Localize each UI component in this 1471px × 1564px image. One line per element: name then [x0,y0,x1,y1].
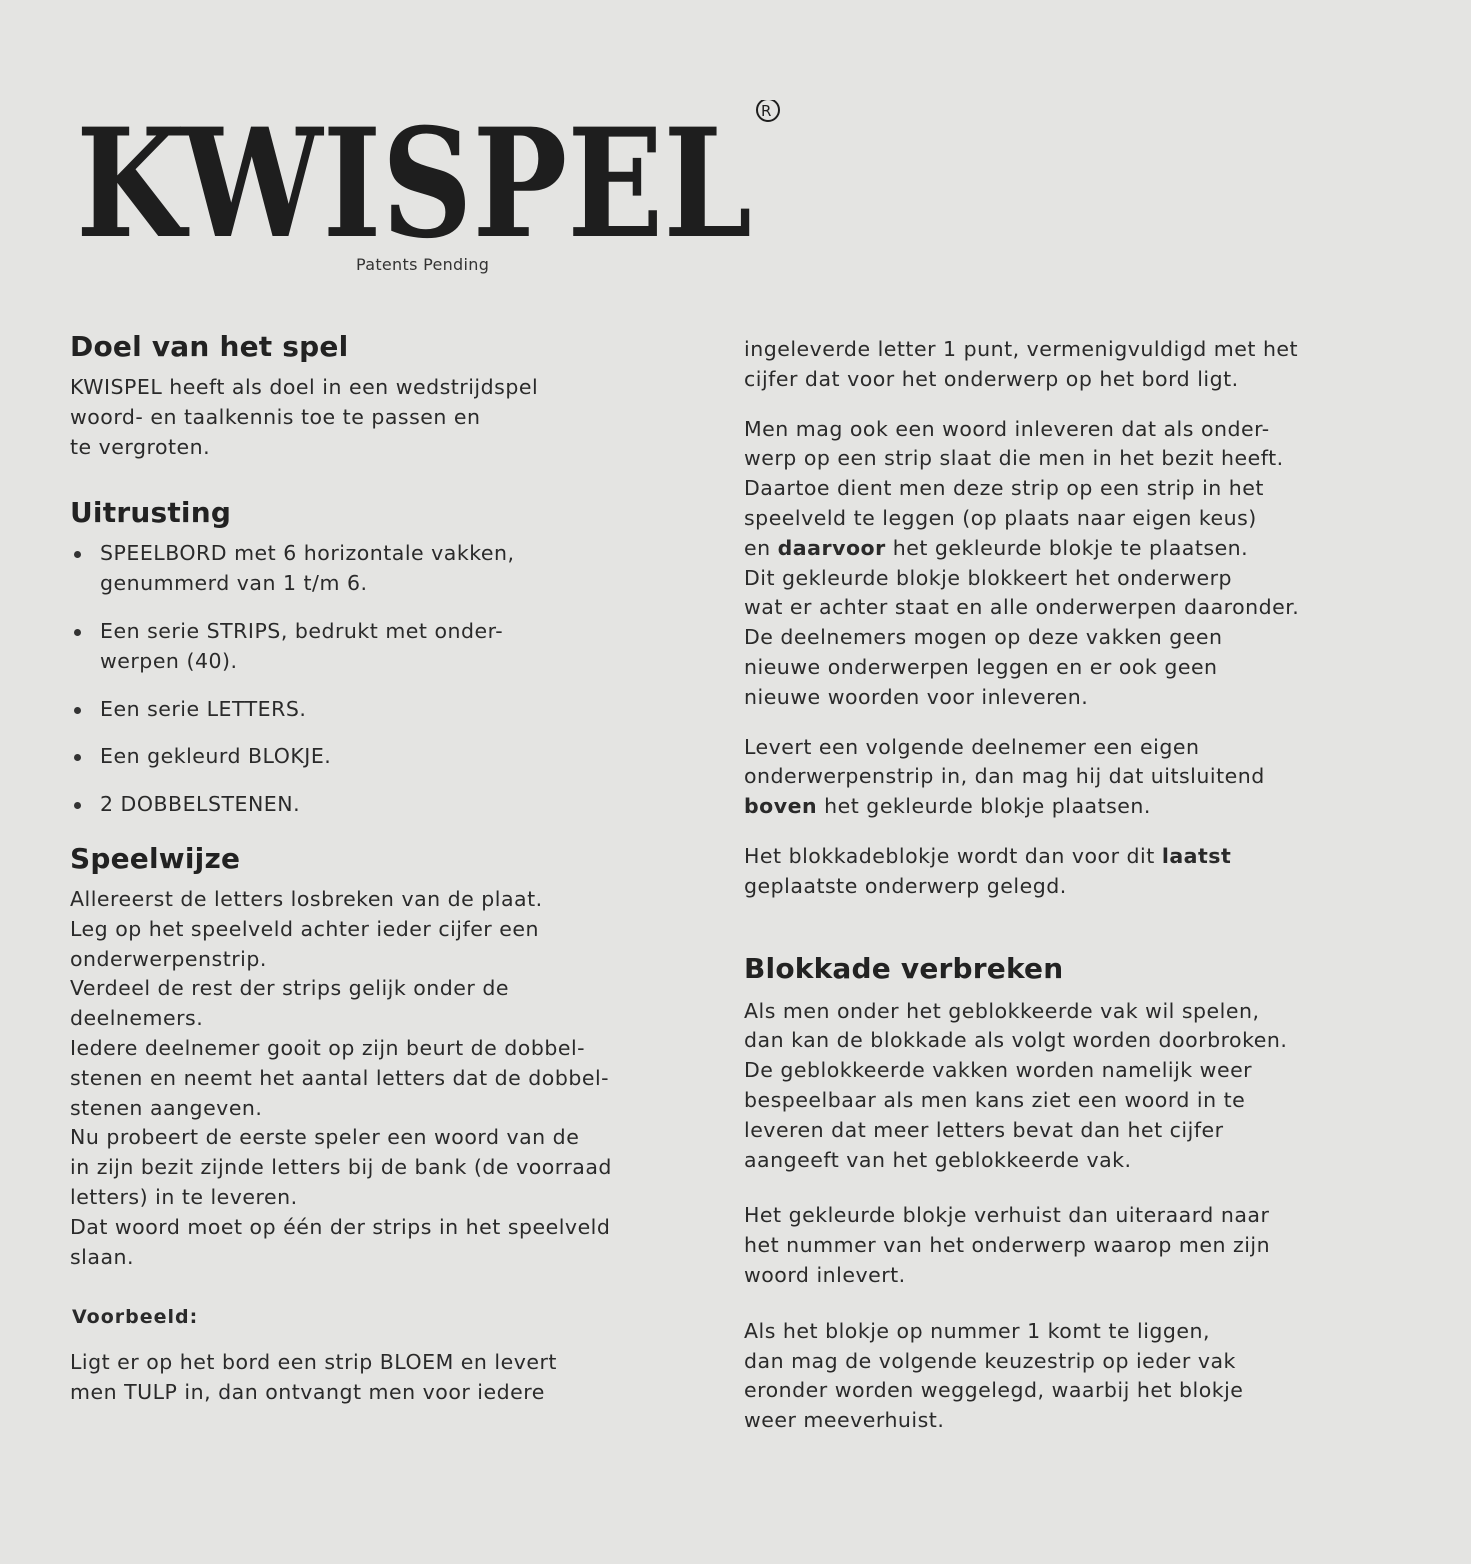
svg-text:R: R [761,102,772,120]
list-item: Een serie LETTERS. [70,695,710,725]
paragraph-blokkadeblokje: Het blokkadeblokje wordt dan voor dit laatst geplaatste onderwerp gelegd. [744,843,1232,898]
paragraph-onderwerp: Men mag ook een woord inleveren dat als onder- werp op een strip slaat die men in het bezit heeft. Daartoe dient men deze strip op een strip in het speelveld te leggen (op plaats naar eigen keus) en daarvoor het gekleurde blokje te plaatsen. Dit gekleurde blokje blokkeert het onderwerp wat er achter staat en alle onderwerpen daaronder. De deelnemers mogen op deze vakken geen nieuwe onderwerpen leggen en er ook geen nieuwe woorden voor inleveren. [744,416,1300,709]
section-uitrusting [70,496,710,820]
section-speelwijze [70,842,710,1408]
left-column [70,330,710,1442]
heading-doel: Doel van het spel [70,330,349,363]
doel-text: KWISPEL heeft als doel in een wedstrijdspel woord- en taalkennis toe te passen en te vergroten. [70,375,539,459]
blokkade-text-2: Het gekleurde blokje verhuist dan uiteraard naar het nummer van het onderwerp waarop men zijn woord inlevert. [744,1203,1271,1287]
right-column [744,335,1404,1456]
speelwijze-text: Allereerst de letters losbreken van de plaat. Leg op het speelveld achter ieder cijfer een onderwerpenstrip. Verdeel de rest der strips gelijk onder de deelnemers. Iedere deelnemer gooit op zijn beurt de dobbel- stenen en neemt het aantal letters dat de dobbel- stenen aangeven. Nu probeert de eerste speler een woord van de in zijn bezit zijnde letters bij de bank (de voorraad letters) in te leveren. Dat woord moet op één der strips in het speelveld slaan. [70,886,612,1269]
heading-speelwijze: Speelwijze [70,841,241,875]
list-item: Een gekleurd BLOKJE. [70,742,710,772]
blokkade-text-1: Als men onder het geblokkeerde vak wil spelen, dan kan de blokkade als volgt worden doorbroken. De geblokkeerde vakken worden namelijk weer bespeelbaar als men kans ziet een woord in te leveren dat meer letters bevat dan het cijfer aangeeft van het geblokkeerde vak. [744,998,1288,1172]
voorbeeld-text: Ligt er op het bord een strip BLOEM en levert men TULP in, dan ontvangt men voor iedere [70,1350,557,1405]
uitrusting-list [70,539,710,820]
bullet-icon [74,629,81,636]
bullet-icon [74,802,81,809]
bullet-icon [74,754,81,761]
logo-text: KWISPEL [76,100,752,242]
heading-uitrusting: Uitrusting [70,496,232,530]
list-item: SPEELBORD met 6 horizontale vakken, genummerd van 1 t/m 6. [70,539,710,599]
voorbeeld-label: Voorbeeld: [72,1306,199,1329]
blokkade-text-3: Als het blokje op nummer 1 komt te liggen, dan mag de volgende keuzestrip op ieder vak eronder worden weggelegd, waarbij het blokje weer meeverhuist. [744,1318,1244,1433]
list-item: Een serie STRIPS, bedrukt met onder- werpen (40). [70,617,710,677]
section-doel [70,330,710,462]
kwispel-logo [76,100,784,242]
bullet-icon [74,551,81,558]
paragraph-punten: ingeleverde letter 1 punt, vermenigvuldigd met het cijfer dat voor het onderwerp op het bord ligt. [744,337,1299,391]
list-item: 2 DOBBELSTENEN. [70,790,710,820]
heading-blokkade: Blokkade verbreken [744,951,1064,985]
paragraph-volgende-deelnemer: Levert een volgende deelnemer een eigen onderwerpenstrip in, dan mag hij dat uitsluitend boven het gekleurde blokje plaatsen. [744,734,1265,819]
bullet-icon [74,707,81,714]
patents-pending: Patents Pending [356,255,490,274]
